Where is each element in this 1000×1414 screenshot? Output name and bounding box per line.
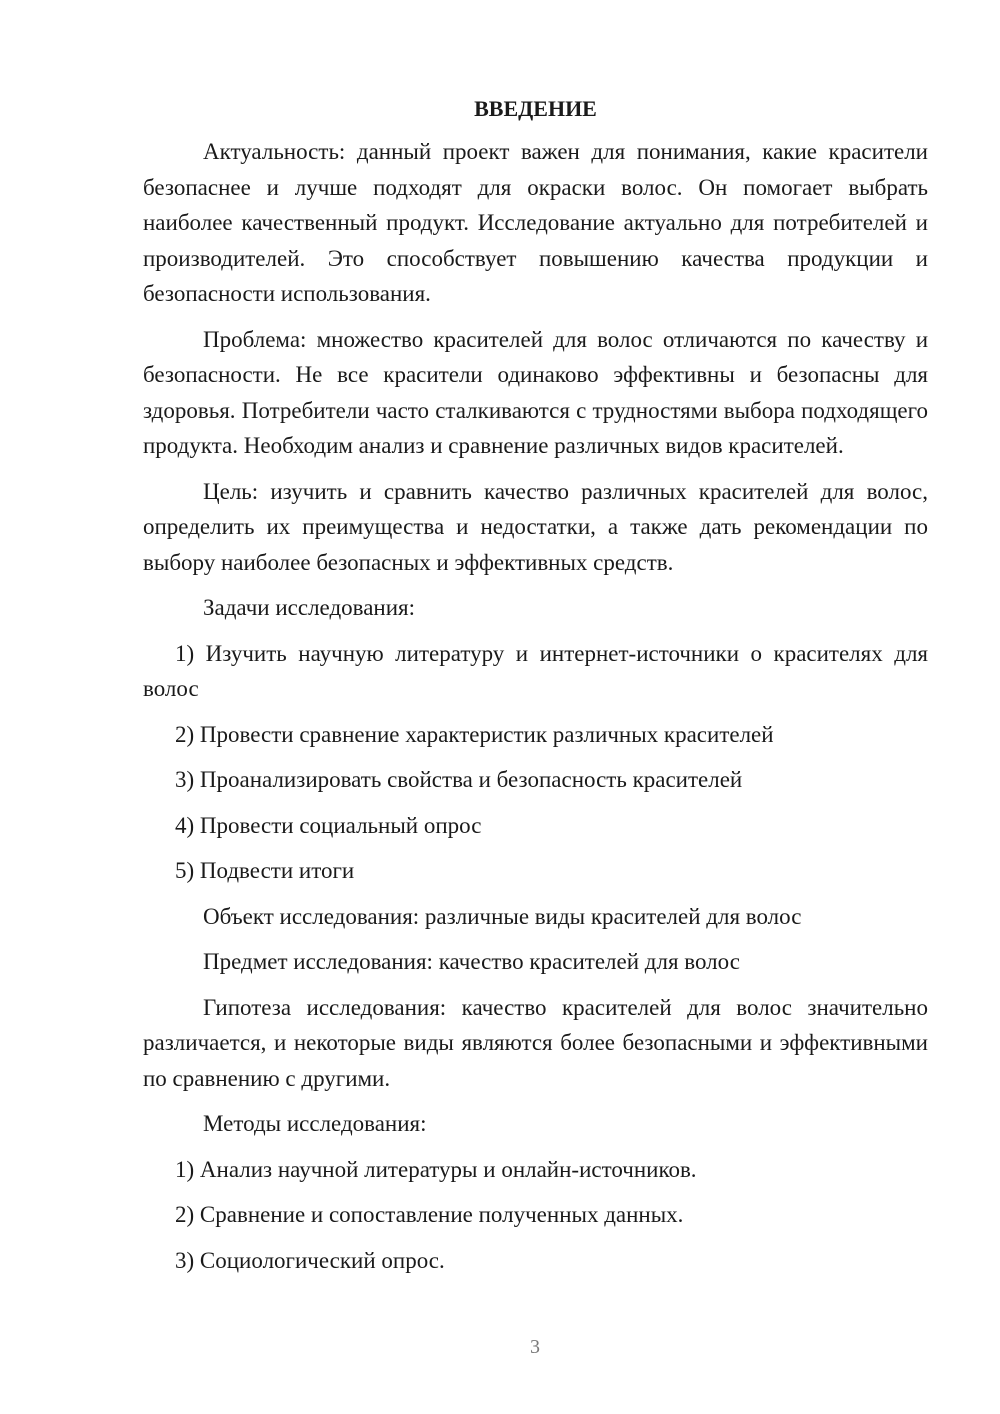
object-paragraph: Объект исследования: различные виды красителей для волос	[203, 903, 802, 929]
page-title: ВВЕДЕНИЕ	[474, 96, 597, 121]
task-item: 2) Провести сравнение характеристик различных красителей	[175, 721, 774, 747]
problem-paragraph: Проблема: множество красителей для волос отличаются по качеству и безопасности. Не все красители одинаково эффективны и безопасны для здоровья. Потребители часто сталкиваются с трудностями выбора подходящего продукта. Необходим анализ и сравнение различных видов красителей.	[143, 326, 928, 458]
hypothesis-paragraph: Гипотеза исследования: качество красителей для волос значительно различается, и некоторые виды являются более безопасными и эффективными по сравнению с другими.	[143, 994, 928, 1091]
page-number: 3	[530, 1336, 540, 1358]
tasks-heading: Задачи исследования:	[203, 595, 416, 620]
methods-heading: Методы исследования:	[203, 1111, 427, 1136]
task-item: 5) Подвести итоги	[175, 858, 355, 883]
task-item: 3) Проанализировать свойства и безопасность красителей	[175, 767, 743, 792]
method-item: 2) Сравнение и сопоставление полученных данных.	[175, 1202, 684, 1227]
goal-paragraph: Цель: изучить и сравнить качество различных красителей для волос, определить их преимущества и недостатки, а также дать рекомендации по выбору наиболее безопасных и эффективных средств.	[143, 478, 928, 575]
relevance-paragraph: Актуальность: данный проект важен для понимания, какие красители безопаснее и лучше подходят для окраски волос. Он помогает выбрать наиболее качественный продукт. Исследование актуально для потребителей и производителей. Это способствует повышению качества продукции и безопасности использования.	[143, 139, 928, 306]
task-item: 1) Изучить научную литературу и интернет-источники о красителях для волос	[143, 640, 928, 701]
method-item: 3) Социологический опрос.	[175, 1247, 445, 1273]
page-content	[143, 92, 928, 1278]
subject-paragraph: Предмет исследования: качество красителей для волос	[203, 949, 740, 974]
method-item: 1) Анализ научной литературы и онлайн-источников.	[175, 1156, 697, 1182]
task-item: 4) Провести социальный опрос	[175, 812, 482, 838]
